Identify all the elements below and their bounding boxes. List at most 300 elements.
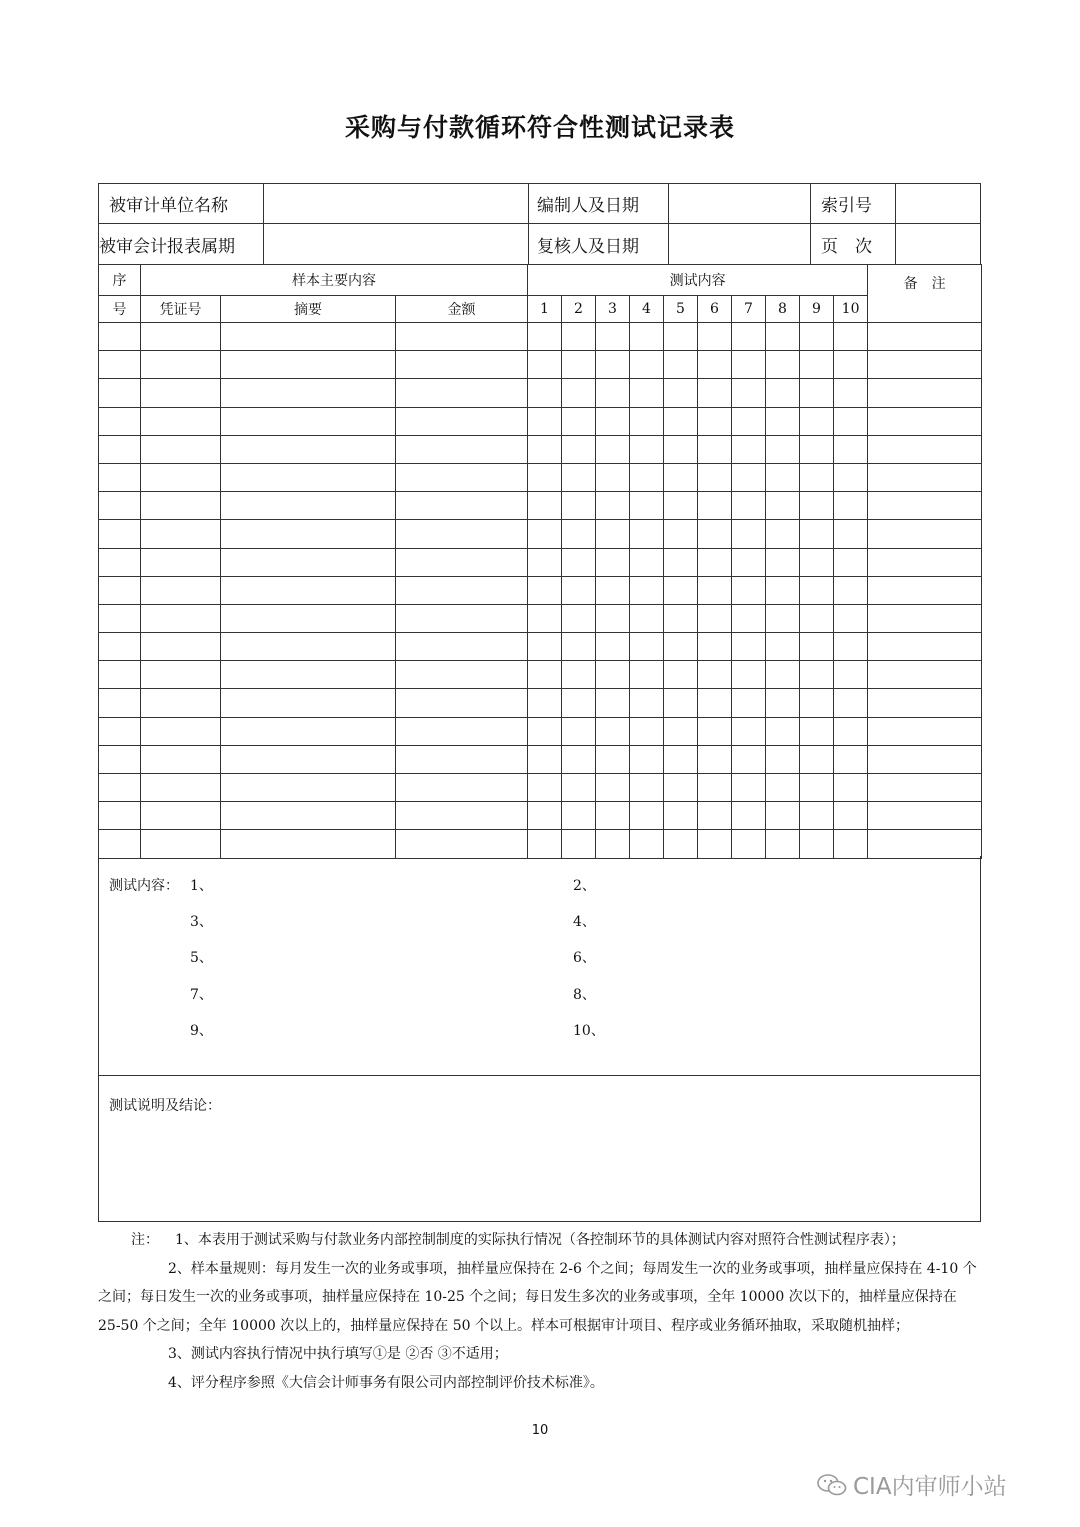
table-cell[interactable] (562, 407, 596, 435)
test-content-item: 1、 (190, 878, 213, 894)
table-cell[interactable] (800, 463, 834, 491)
table-cell[interactable] (800, 745, 834, 773)
table-cell[interactable] (868, 492, 982, 520)
table-cell[interactable] (396, 717, 528, 745)
table-cell[interactable] (630, 717, 664, 745)
table-cell[interactable] (868, 689, 982, 717)
table-cell[interactable] (528, 463, 562, 491)
table-cell[interactable] (766, 633, 800, 661)
table-cell[interactable] (528, 407, 562, 435)
table-cell[interactable] (766, 717, 800, 745)
table-cell[interactable] (868, 802, 982, 830)
table-cell[interactable] (99, 435, 141, 463)
table-cell[interactable] (766, 576, 800, 604)
table-cell[interactable] (732, 548, 766, 576)
table-cell[interactable] (596, 830, 630, 858)
table-cell[interactable] (596, 435, 630, 463)
table-cell[interactable] (221, 633, 396, 661)
table-cell[interactable] (766, 745, 800, 773)
table-cell[interactable] (698, 830, 732, 858)
table-cell[interactable] (664, 492, 698, 520)
table-cell[interactable] (630, 463, 664, 491)
table-cell[interactable] (396, 492, 528, 520)
table-cell[interactable] (664, 379, 698, 407)
table-cell[interactable] (698, 633, 732, 661)
table-cell[interactable] (800, 492, 834, 520)
table-cell[interactable] (868, 633, 982, 661)
table-cell[interactable] (698, 492, 732, 520)
table-cell[interactable] (221, 661, 396, 689)
table-cell[interactable] (732, 576, 766, 604)
table-cell[interactable] (766, 520, 800, 548)
table-cell[interactable] (562, 351, 596, 379)
table-cell[interactable] (630, 435, 664, 463)
table-cell[interactable] (868, 548, 982, 576)
table-cell[interactable] (800, 548, 834, 576)
table-cell[interactable] (698, 520, 732, 548)
unit-value[interactable] (264, 184, 529, 223)
table-cell[interactable] (99, 463, 141, 491)
table-cell[interactable] (664, 717, 698, 745)
table-cell[interactable] (732, 661, 766, 689)
table-cell[interactable] (141, 379, 221, 407)
table-cell[interactable] (800, 604, 834, 632)
table-cell[interactable] (868, 745, 982, 773)
table-cell[interactable] (630, 548, 664, 576)
table-cell[interactable] (630, 802, 664, 830)
table-cell[interactable] (868, 576, 982, 604)
table-cell[interactable] (698, 604, 732, 632)
table-cell[interactable] (732, 351, 766, 379)
table-cell[interactable] (868, 604, 982, 632)
table-cell[interactable] (562, 576, 596, 604)
table-cell[interactable] (834, 407, 868, 435)
table-cell[interactable] (528, 745, 562, 773)
table-cell[interactable] (732, 407, 766, 435)
table-cell[interactable] (528, 717, 562, 745)
table-cell[interactable] (99, 717, 141, 745)
table-cell[interactable] (596, 689, 630, 717)
table-cell[interactable] (664, 351, 698, 379)
table-cell[interactable] (396, 463, 528, 491)
table-cell[interactable] (630, 379, 664, 407)
table-cell[interactable] (221, 379, 396, 407)
table-cell[interactable] (766, 407, 800, 435)
table-cell[interactable] (562, 661, 596, 689)
table-cell[interactable] (630, 661, 664, 689)
table-cell[interactable] (766, 774, 800, 802)
table-cell[interactable] (698, 661, 732, 689)
table-cell[interactable] (396, 830, 528, 858)
table-cell[interactable] (868, 463, 982, 491)
table-cell[interactable] (99, 351, 141, 379)
table-cell[interactable] (834, 633, 868, 661)
table-cell[interactable] (664, 604, 698, 632)
table-cell[interactable] (562, 520, 596, 548)
table-cell[interactable] (528, 576, 562, 604)
table-cell[interactable] (664, 576, 698, 604)
table-cell[interactable] (800, 351, 834, 379)
table-cell[interactable] (630, 576, 664, 604)
table-cell[interactable] (732, 830, 766, 858)
table-cell[interactable] (664, 745, 698, 773)
table-cell[interactable] (221, 351, 396, 379)
table-cell[interactable] (698, 379, 732, 407)
table-cell[interactable] (141, 323, 221, 351)
table-cell[interactable] (596, 633, 630, 661)
table-cell[interactable] (800, 633, 834, 661)
table-cell[interactable] (596, 802, 630, 830)
table-cell[interactable] (732, 379, 766, 407)
table-cell[interactable] (528, 323, 562, 351)
voucher-header: 凭证号 (141, 296, 221, 323)
table-cell[interactable] (396, 774, 528, 802)
table-cell[interactable] (800, 407, 834, 435)
table-cell[interactable] (99, 830, 141, 858)
period-value[interactable] (264, 224, 529, 264)
table-cell[interactable] (834, 351, 868, 379)
table-cell[interactable] (141, 520, 221, 548)
table-cell[interactable] (800, 802, 834, 830)
table-cell[interactable] (99, 407, 141, 435)
table-cell[interactable] (868, 830, 982, 858)
table-cell[interactable] (99, 689, 141, 717)
table-cell[interactable] (766, 351, 800, 379)
table-cell[interactable] (396, 689, 528, 717)
table-cell[interactable] (141, 548, 221, 576)
table-cell[interactable] (698, 548, 732, 576)
table-cell[interactable] (664, 830, 698, 858)
table-cell[interactable] (834, 379, 868, 407)
table-cell[interactable] (396, 633, 528, 661)
table-cell[interactable] (766, 492, 800, 520)
table-cell[interactable] (221, 774, 396, 802)
table-cell[interactable] (141, 745, 221, 773)
seq-header-bottom: 号 (99, 296, 141, 323)
table-cell[interactable] (141, 407, 221, 435)
table-cell[interactable] (562, 774, 596, 802)
table-cell[interactable] (562, 604, 596, 632)
table-cell[interactable] (868, 351, 982, 379)
table-cell[interactable] (396, 745, 528, 773)
table-cell[interactable] (528, 492, 562, 520)
table-cell[interactable] (221, 745, 396, 773)
table-cell[interactable] (562, 802, 596, 830)
table-cell[interactable] (528, 604, 562, 632)
table-cell[interactable] (868, 520, 982, 548)
table-cell[interactable] (99, 774, 141, 802)
table-cell[interactable] (630, 830, 664, 858)
table-cell[interactable] (528, 379, 562, 407)
table-cell[interactable] (99, 633, 141, 661)
table-cell[interactable] (596, 463, 630, 491)
table-cell[interactable] (630, 351, 664, 379)
table-cell[interactable] (766, 661, 800, 689)
table-cell[interactable] (834, 745, 868, 773)
table-cell[interactable] (630, 492, 664, 520)
table-cell[interactable] (221, 520, 396, 548)
table-cell[interactable] (664, 435, 698, 463)
table-cell[interactable] (596, 492, 630, 520)
table-cell[interactable] (834, 548, 868, 576)
preparer-value[interactable] (669, 184, 811, 223)
table-cell[interactable] (221, 492, 396, 520)
table-cell[interactable] (141, 604, 221, 632)
table-cell[interactable] (732, 492, 766, 520)
table-cell[interactable] (868, 661, 982, 689)
table-cell[interactable] (630, 323, 664, 351)
table-cell[interactable] (834, 830, 868, 858)
table-cell[interactable] (834, 717, 868, 745)
table-cell[interactable] (562, 717, 596, 745)
table-cell[interactable] (664, 520, 698, 548)
table-cell[interactable] (664, 774, 698, 802)
table-cell[interactable] (141, 576, 221, 604)
table-cell[interactable] (528, 689, 562, 717)
table-cell[interactable] (732, 717, 766, 745)
table-cell[interactable] (732, 802, 766, 830)
table-cell[interactable] (596, 520, 630, 548)
table-cell[interactable] (596, 661, 630, 689)
table-cell[interactable] (221, 802, 396, 830)
table-cell[interactable] (141, 492, 221, 520)
table-cell[interactable] (664, 463, 698, 491)
table-cell[interactable] (766, 463, 800, 491)
table-cell[interactable] (664, 407, 698, 435)
test-number: 1 (528, 296, 562, 323)
table-cell[interactable] (630, 407, 664, 435)
table-cell[interactable] (868, 435, 982, 463)
table-cell[interactable] (562, 435, 596, 463)
table-cell[interactable] (766, 379, 800, 407)
table-cell[interactable] (562, 492, 596, 520)
table-cell[interactable] (732, 520, 766, 548)
table-cell[interactable] (141, 830, 221, 858)
table-cell[interactable] (396, 576, 528, 604)
table-cell[interactable] (141, 435, 221, 463)
table-cell[interactable] (99, 745, 141, 773)
table-cell[interactable] (766, 435, 800, 463)
table-cell[interactable] (528, 830, 562, 858)
table-cell[interactable] (528, 661, 562, 689)
table-cell[interactable] (800, 323, 834, 351)
table-cell[interactable] (698, 689, 732, 717)
test-content-item: 8、 (573, 987, 596, 1003)
table-cell[interactable] (664, 548, 698, 576)
table-cell[interactable] (732, 633, 766, 661)
table-cell[interactable] (596, 323, 630, 351)
table-cell[interactable] (562, 548, 596, 576)
table-cell[interactable] (396, 435, 528, 463)
table-cell[interactable] (868, 323, 982, 351)
table-cell[interactable] (396, 548, 528, 576)
table-cell[interactable] (596, 351, 630, 379)
table-cell[interactable] (528, 351, 562, 379)
table-cell[interactable] (800, 379, 834, 407)
table-cell[interactable] (99, 576, 141, 604)
table-cell[interactable] (630, 520, 664, 548)
table-cell[interactable] (99, 492, 141, 520)
table-cell[interactable] (396, 407, 528, 435)
table-cell[interactable] (596, 774, 630, 802)
table-cell[interactable] (596, 548, 630, 576)
table-cell[interactable] (396, 520, 528, 548)
table-cell[interactable] (800, 435, 834, 463)
table-cell[interactable] (141, 463, 221, 491)
table-cell[interactable] (800, 830, 834, 858)
unit-label: 被审计单位名称 (99, 184, 264, 223)
table-cell[interactable] (766, 548, 800, 576)
table-cell[interactable] (698, 351, 732, 379)
table-cell[interactable] (630, 604, 664, 632)
table-cell[interactable] (834, 520, 868, 548)
table-cell[interactable] (834, 435, 868, 463)
table-cell[interactable] (834, 492, 868, 520)
table-cell[interactable] (221, 689, 396, 717)
table-cell[interactable] (221, 830, 396, 858)
table-cell[interactable] (732, 774, 766, 802)
reviewer-value[interactable] (669, 224, 811, 264)
table-cell[interactable] (99, 661, 141, 689)
table-cell[interactable] (141, 717, 221, 745)
table-cell[interactable] (834, 463, 868, 491)
table-cell[interactable] (596, 407, 630, 435)
table-cell[interactable] (141, 633, 221, 661)
conclusion-box[interactable] (98, 1075, 981, 1222)
table-cell[interactable] (800, 520, 834, 548)
table-cell[interactable] (630, 633, 664, 661)
table-cell[interactable] (732, 463, 766, 491)
table-cell[interactable] (562, 745, 596, 773)
table-cell[interactable] (732, 689, 766, 717)
table-cell[interactable] (766, 323, 800, 351)
table-cell[interactable] (562, 689, 596, 717)
table-cell[interactable] (528, 774, 562, 802)
table-cell[interactable] (528, 548, 562, 576)
table-cell[interactable] (396, 379, 528, 407)
table-cell[interactable] (834, 661, 868, 689)
table-cell[interactable] (99, 802, 141, 830)
table-cell[interactable] (99, 323, 141, 351)
table-cell[interactable] (562, 463, 596, 491)
table-cell[interactable] (396, 661, 528, 689)
table-cell[interactable] (664, 661, 698, 689)
table-cell[interactable] (221, 323, 396, 351)
table-cell[interactable] (99, 379, 141, 407)
table-cell[interactable] (698, 435, 732, 463)
table-cell[interactable] (99, 548, 141, 576)
table-cell[interactable] (698, 802, 732, 830)
table-cell[interactable] (396, 802, 528, 830)
page-value[interactable] (896, 224, 980, 264)
table-cell[interactable] (528, 802, 562, 830)
table-cell[interactable] (834, 323, 868, 351)
table-cell[interactable] (221, 407, 396, 435)
table-cell[interactable] (141, 661, 221, 689)
table-cell[interactable] (698, 717, 732, 745)
table-cell[interactable] (766, 689, 800, 717)
table-cell[interactable] (99, 604, 141, 632)
table-cell[interactable] (868, 717, 982, 745)
table-cell[interactable] (664, 323, 698, 351)
table-cell[interactable] (868, 407, 982, 435)
table-cell[interactable] (732, 323, 766, 351)
table-cell[interactable] (732, 745, 766, 773)
table-cell[interactable] (528, 633, 562, 661)
table-cell[interactable] (732, 435, 766, 463)
table-cell[interactable] (141, 802, 221, 830)
test-content-item: 4、 (573, 914, 596, 930)
footnotes (98, 1226, 981, 1397)
table-cell[interactable] (698, 463, 732, 491)
table-cell[interactable] (664, 633, 698, 661)
table-cell[interactable] (766, 802, 800, 830)
table-cell[interactable] (141, 689, 221, 717)
table-cell[interactable] (630, 745, 664, 773)
table-cell[interactable] (528, 520, 562, 548)
table-cell[interactable] (221, 576, 396, 604)
table-cell[interactable] (396, 351, 528, 379)
table-cell[interactable] (834, 802, 868, 830)
table-cell[interactable] (528, 435, 562, 463)
table-cell[interactable] (766, 604, 800, 632)
table-cell[interactable] (221, 435, 396, 463)
table-cell[interactable] (99, 520, 141, 548)
table-cell[interactable] (562, 379, 596, 407)
table-cell[interactable] (630, 774, 664, 802)
table-cell[interactable] (698, 323, 732, 351)
table-cell[interactable] (800, 576, 834, 604)
table-cell[interactable] (596, 604, 630, 632)
table-cell[interactable] (562, 633, 596, 661)
table-cell[interactable] (732, 604, 766, 632)
table-cell[interactable] (800, 689, 834, 717)
table-cell[interactable] (698, 407, 732, 435)
table-cell[interactable] (396, 604, 528, 632)
table-cell[interactable] (221, 717, 396, 745)
table-cell[interactable] (141, 774, 221, 802)
table-cell[interactable] (221, 604, 396, 632)
table-cell[interactable] (698, 576, 732, 604)
table-cell[interactable] (562, 323, 596, 351)
table-cell[interactable] (868, 379, 982, 407)
table-cell[interactable] (868, 774, 982, 802)
table-cell[interactable] (698, 774, 732, 802)
table-cell[interactable] (800, 717, 834, 745)
table-cell[interactable] (834, 604, 868, 632)
table-cell[interactable] (221, 463, 396, 491)
table-cell[interactable] (664, 802, 698, 830)
table-cell[interactable] (596, 379, 630, 407)
table-cell[interactable] (630, 689, 664, 717)
table-cell[interactable] (698, 745, 732, 773)
table-cell[interactable] (141, 351, 221, 379)
table-cell[interactable] (834, 576, 868, 604)
table-cell[interactable] (221, 548, 396, 576)
table-cell[interactable] (596, 717, 630, 745)
table-cell[interactable] (800, 774, 834, 802)
table-cell[interactable] (596, 745, 630, 773)
table-cell[interactable] (596, 576, 630, 604)
table-cell[interactable] (664, 689, 698, 717)
table-cell[interactable] (562, 830, 596, 858)
index-value[interactable] (896, 184, 980, 223)
table-cell[interactable] (834, 689, 868, 717)
table-cell[interactable] (834, 774, 868, 802)
table-cell[interactable] (800, 661, 834, 689)
table-cell[interactable] (766, 830, 800, 858)
table-cell[interactable] (396, 323, 528, 351)
